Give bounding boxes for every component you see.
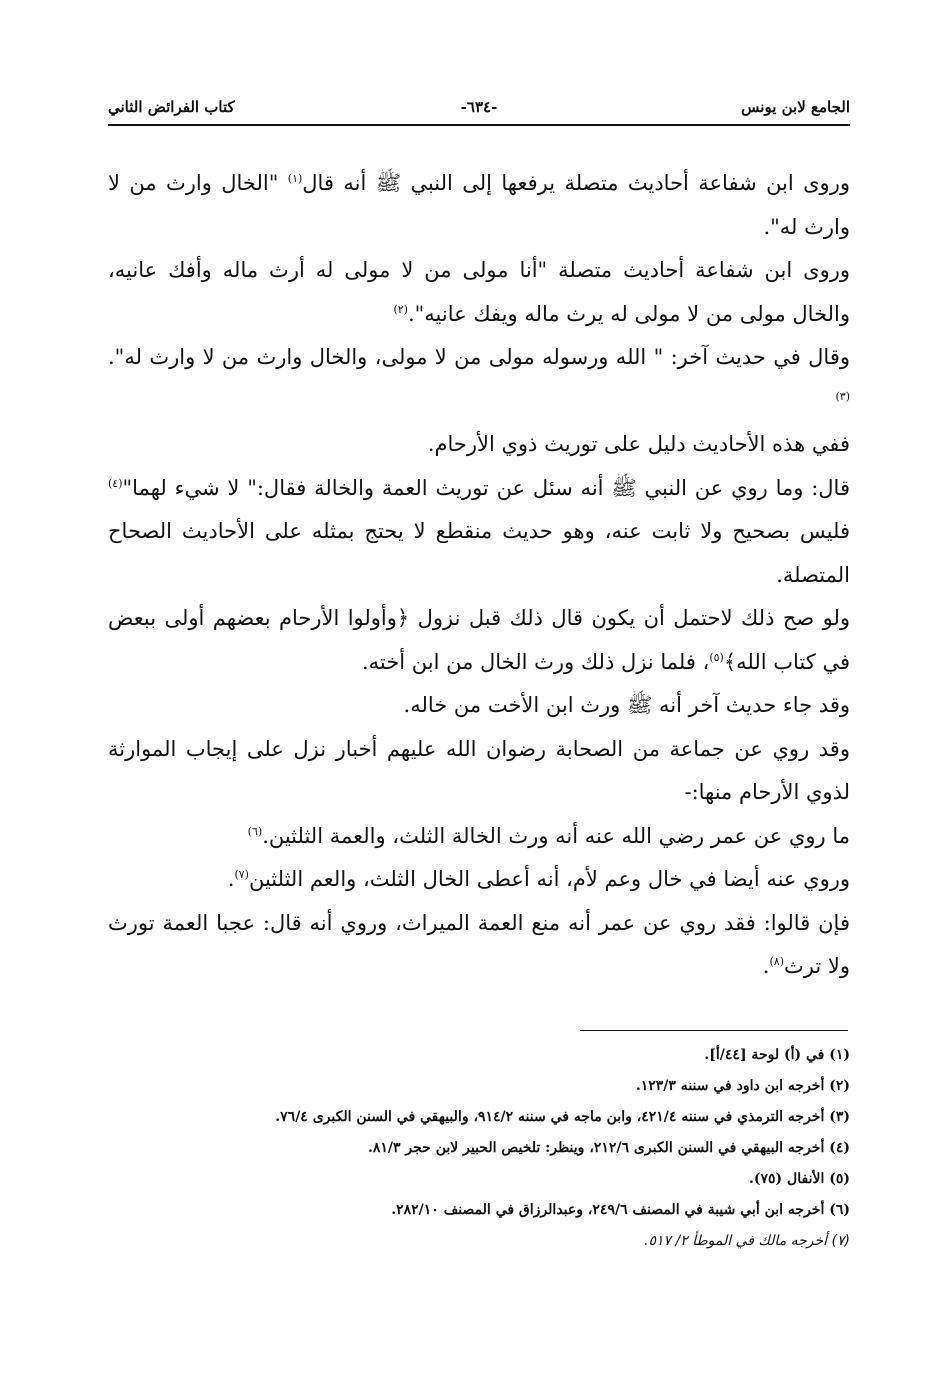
page-number: -٦٣٤-: [460, 98, 498, 116]
paragraph: وروي عنه أيضا في خال وعم لأم، أنه أعطى الخال الثلث، والعم الثلثين$^{(٧)}$.: [227, 867, 850, 891]
paragraph: وقد جاء حديث آخر أنه ﷺ ورث ابن الأخت من خاله.: [403, 693, 850, 717]
footnote-ref: (٥): [709, 650, 724, 664]
paragraph: ولو صح ذلك لاحتمل أن يكون قال ذلك قبل نزول ﴿وأولوا الأرحام بعضهم أولى ببعض في كتاب الله﴾$^{(٥)}$، فلما نزل ذلك ورث الخال من ابن أخته.: [108, 606, 850, 674]
paragraph: فإن قالوا: فقد روي عن عمر أنه منع العمة الميراث، وروي أنه قال: عجبا العمة تورث ولا ترث$^{(٨)}$.: [108, 910, 850, 978]
footnote-ref: (٨): [769, 955, 784, 968]
paragraph: وقد روي عن جماعة من الصحابة رضوان الله عليهم أخبار نزل على إيجاب الموارثة لذوي الأرحام منها:-: [108, 736, 850, 804]
footnote: (٥) الأنفال (٧٥).: [749, 1171, 850, 1187]
footnote-ref: (٣): [835, 389, 850, 403]
footnote: (٣) أخرجه الترمذي في سننه ٤٢١/٤، وابن ماجه في سننه ٩١٤/٢، والبيهقي في السنن الكبرى ٧٦/٤.: [275, 1109, 850, 1125]
footnotes: [108, 1040, 850, 1257]
paragraph: وقال في حديث آخر: " الله ورسوله مولى من لا مولى، والخال وارث من لا وارث له".$^{(٣)}$: [108, 345, 850, 403]
page-header: [108, 92, 850, 122]
footnote-divider: [580, 1030, 848, 1031]
chapter-title: كتاب الفرائض الثاني: [108, 98, 235, 116]
book-title: الجامع لابن يونس: [741, 98, 850, 116]
main-text: [108, 162, 850, 989]
footnote: (١) في (أ) لوحة [٤٤/أ].: [704, 1047, 850, 1063]
footnote: (٦) أخرجه ابن أبي شيبة في المصنف ٢٤٩/٦، وعبدالرزاق في المصنف ٢٨٢/١٠.: [391, 1202, 850, 1218]
footnote-ref: (٧): [234, 868, 249, 881]
footnote: (٢) أخرجه ابن داود في سننه ١٢٣/٣.: [635, 1078, 850, 1094]
footnote-ref: (١): [287, 172, 303, 185]
footnote-ref: (٤): [108, 476, 123, 490]
footnote-ref: (٦): [247, 824, 263, 838]
paragraph: وروى ابن شفاعة أحاديث متصلة يرفعها إلى النبي ﷺ أنه قال$^{(١)}$ "الخال وارث من لا وارث له".: [108, 171, 850, 239]
footnote-ref: (٢): [393, 302, 408, 316]
footnote: (٤) أخرجه البيهقي في السنن الكبرى ٢١٢/٦، وينظر: تلخيص الحبير لابن حجر ٨١/٣.: [368, 1140, 850, 1156]
paragraph: قال: وما روي عن النبي ﷺ أنه سئل عن توريث العمة والخالة فقال:" لا شيء لهما"$^{(٤)}$ فليس بصحيح ولا ثابت عنه، وهو حديث منقطع لا يحتج بمثله على الأحاديث الصحاح المتصلة.: [108, 475, 850, 587]
paragraph: ما روي عن عمر رضي الله عنه أنه ورث الخالة الثلث، والعمة الثلثين.$^{(٦)}$: [247, 823, 850, 848]
handwritten-footnote: (٧) أخرجه مالك في الموطأ ٢/ ٥١٧.: [644, 1233, 850, 1249]
header-divider: [108, 124, 850, 126]
paragraph: وروى ابن شفاعة أحاديث متصلة "أنا مولى من لا مولى له أرث ماله وأفك عانيه، والخال مولى من لا مولى له يرث ماله ويفك عانيه".$^{(٢)}$: [108, 258, 850, 326]
paragraph: ففي هذه الأحاديث دليل على توريث ذوي الأرحام.: [427, 432, 850, 456]
